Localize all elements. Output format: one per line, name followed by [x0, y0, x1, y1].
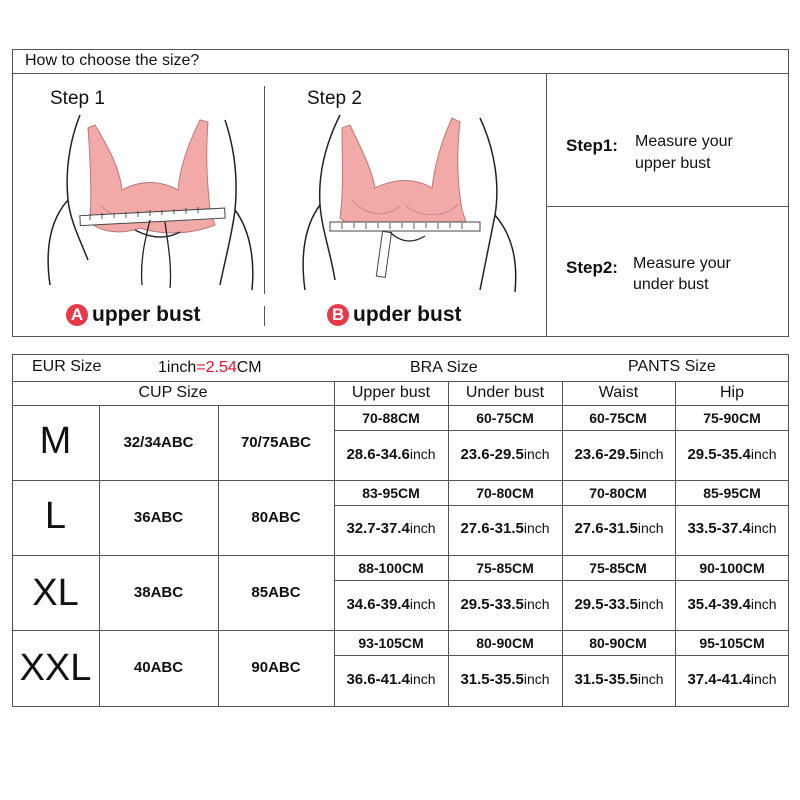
cup-xxl-1: 40ABC	[133, 659, 184, 676]
l-waist-inch-value: 27.6-31.5	[574, 520, 638, 537]
m-hip-inch	[675, 446, 789, 463]
xxl-under-inch	[448, 671, 562, 688]
step2-label: Step 2	[307, 88, 362, 109]
inch-unit: inch	[523, 596, 550, 612]
cup-xl-2: 85ABC	[251, 584, 301, 601]
inch-unit: inch	[523, 520, 550, 536]
l-hip-cm: 85-95CM	[703, 485, 761, 501]
caption-divider	[264, 306, 265, 326]
xl-waist-cm: 75-85CM	[589, 560, 647, 576]
instruction-step1-line2: upper bust	[635, 155, 711, 172]
m-hip-cm: 75-90CM	[703, 410, 761, 426]
cup-size-header: CUP Size	[138, 384, 208, 401]
inch-unit: inch	[523, 671, 550, 687]
cup-xxl-2: 90ABC	[251, 659, 301, 676]
cup-m-1: 32/34ABC	[123, 434, 194, 451]
size-label-l: L	[44, 495, 67, 537]
caption-b-badge: B	[327, 304, 349, 326]
xxl-under-cm: 80-90CM	[476, 635, 534, 651]
upper-bust-illustration	[40, 110, 260, 300]
table-header-line-1	[12, 381, 789, 382]
xl-upper-inch-value: 34.6-39.4	[346, 596, 410, 613]
inch-unit: inch	[637, 596, 664, 612]
inch-unit: inch	[637, 446, 664, 462]
inch-unit: inch	[750, 520, 777, 536]
caption-a-text: upper bust	[92, 303, 201, 326]
step1-label: Step 1	[50, 88, 105, 109]
xl-hip-inch	[675, 596, 789, 613]
xxl-upper-inch	[334, 671, 448, 688]
inch-unit: inch	[523, 446, 550, 462]
inch-unit: inch	[409, 446, 436, 462]
inch-unit: inch	[409, 520, 436, 536]
m-upper-inch	[334, 446, 448, 463]
instruction-step1-label: Step1:	[566, 136, 618, 155]
xl-upper-inch	[334, 596, 448, 613]
illustration-divider	[264, 86, 265, 294]
cup-l-1: 36ABC	[133, 509, 184, 526]
inch-unit: inch	[637, 520, 664, 536]
size-label-xxl: XXL	[19, 647, 92, 689]
under-bust-header: Under bust	[465, 384, 545, 401]
row-line-2	[12, 555, 789, 556]
guide-instructions-divider	[546, 73, 547, 337]
m-upper-cm: 70-88CM	[362, 410, 420, 426]
xxl-hip-inch	[675, 671, 789, 688]
m-upper-inch-value: 28.6-34.6	[346, 446, 410, 463]
cup-xl-1: 38ABC	[133, 584, 184, 601]
l-upper-inch	[334, 520, 448, 537]
col-line-waist	[562, 381, 563, 707]
caption-b-text: upder bust	[353, 303, 462, 326]
table-header-line-2	[12, 405, 789, 406]
col-line-upper	[334, 381, 335, 707]
m-under-inch-value: 23.6-29.5	[460, 446, 524, 463]
bra-size-header: BRA Size	[410, 359, 478, 376]
m-under-inch	[448, 446, 562, 463]
l-under-inch-value: 27.6-31.5	[460, 520, 524, 537]
xl-under-cm: 75-85CM	[476, 560, 534, 576]
l-upper-inch-value: 32.7-37.4	[346, 520, 410, 537]
col-line-under	[448, 381, 449, 707]
xl-under-inch	[448, 596, 562, 613]
xl-hip-cm: 90-100CM	[699, 560, 765, 576]
xxl-waist-inch	[562, 671, 676, 688]
under-bust-illustration	[290, 110, 530, 300]
l-waist-cm: 70-80CM	[589, 485, 647, 501]
cup-l-2: 80ABC	[251, 509, 301, 526]
xxl-under-inch-value: 31.5-35.5	[460, 671, 524, 688]
conversion-note	[158, 359, 262, 377]
guide-steps-divider	[546, 206, 789, 207]
inch-unit: inch	[750, 596, 777, 612]
xl-waist-inch-value: 29.5-33.5	[574, 596, 638, 613]
l-hip-inch	[675, 520, 789, 537]
xxl-hip-inch-value: 37.4-41.4	[687, 671, 751, 688]
instruction-step2-line1: Measure your	[633, 255, 731, 272]
l-under-inch	[448, 520, 562, 537]
caption-upper-bust	[66, 303, 201, 327]
upper-bust-header: Upper bust	[351, 384, 431, 401]
xxl-hip-cm: 95-105CM	[699, 635, 765, 651]
xl-under-inch-value: 29.5-33.5	[460, 596, 524, 613]
col-line-hip	[675, 381, 676, 707]
xxl-waist-inch-value: 31.5-35.5	[574, 671, 638, 688]
xl-hip-inch-value: 35.4-39.4	[687, 596, 751, 613]
row-line-1	[12, 480, 789, 481]
inch-unit: inch	[409, 596, 436, 612]
inch-unit: inch	[750, 446, 777, 462]
size-label-m: M	[39, 420, 72, 462]
cup-m-2: 70/75ABC	[240, 434, 312, 451]
m-waist-inch-value: 23.6-29.5	[574, 446, 638, 463]
l-under-cm: 70-80CM	[476, 485, 534, 501]
l-waist-inch	[562, 520, 676, 537]
eur-size-header: EUR Size	[32, 358, 102, 375]
caption-under-bust	[327, 303, 462, 327]
inch-unit: inch	[750, 671, 777, 687]
xl-waist-inch	[562, 596, 676, 613]
l-hip-inch-value: 33.5-37.4	[687, 520, 751, 537]
instruction-step2-line2: under bust	[633, 276, 709, 293]
m-waist-cm: 60-75CM	[589, 410, 647, 426]
inch-unit: inch	[409, 671, 436, 687]
size-label-xl: XL	[32, 572, 79, 614]
xxl-upper-cm: 93-105CM	[358, 635, 424, 651]
caption-a-badge: A	[66, 304, 88, 326]
conversion-value: =2.54	[196, 359, 237, 376]
instruction-step1-line1: Measure your	[635, 133, 733, 150]
hip-header: Hip	[719, 384, 744, 401]
guide-title-divider	[12, 73, 789, 74]
m-hip-inch-value: 29.5-35.4	[687, 446, 751, 463]
guide-title: How to choose the size?	[25, 52, 200, 69]
row-line-3	[12, 630, 789, 631]
pants-size-header: PANTS Size	[628, 358, 716, 375]
xxl-waist-cm: 80-90CM	[589, 635, 647, 651]
l-upper-cm: 83-95CM	[362, 485, 420, 501]
xl-upper-cm: 88-100CM	[358, 560, 424, 576]
inch-unit: inch	[637, 671, 664, 687]
conversion-prefix: 1inch	[158, 359, 197, 376]
instruction-step2-label: Step2:	[566, 258, 618, 277]
m-waist-inch	[562, 446, 676, 463]
conversion-unit: CM	[236, 359, 262, 376]
m-under-cm: 60-75CM	[476, 410, 534, 426]
xxl-upper-inch-value: 36.6-41.4	[346, 671, 410, 688]
waist-header: Waist	[598, 384, 639, 401]
